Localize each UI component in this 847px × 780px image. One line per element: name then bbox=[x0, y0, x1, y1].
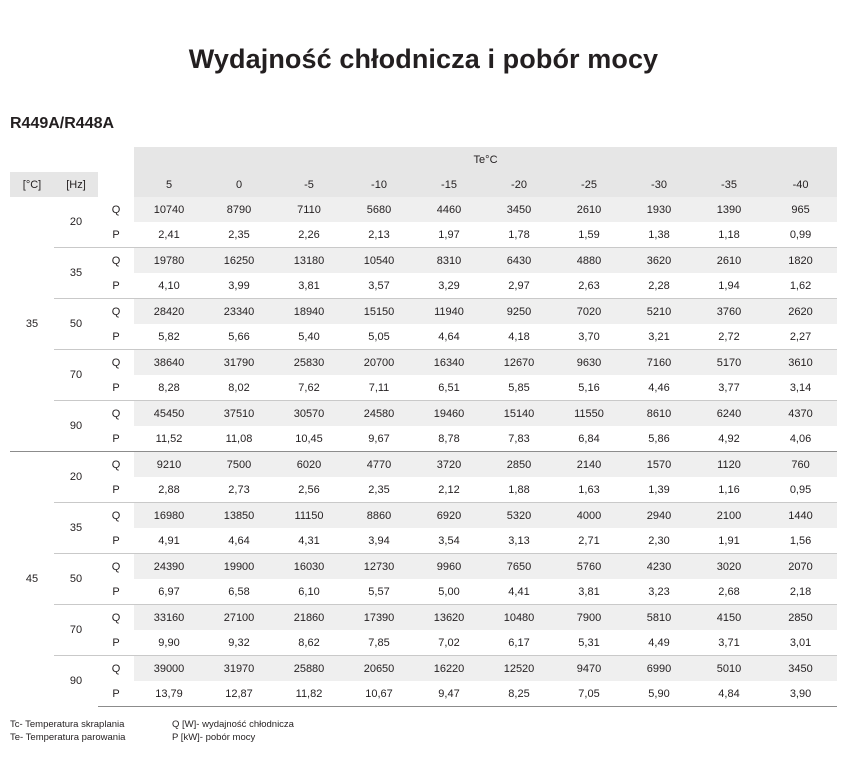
table-cell-value: 2,68 bbox=[694, 579, 764, 605]
table-row bbox=[10, 324, 837, 350]
hz-value: 70 bbox=[54, 605, 98, 656]
table-cell-value: 5680 bbox=[344, 197, 414, 222]
table-cell-value: 2,27 bbox=[764, 324, 837, 350]
table-cell-value: 12,87 bbox=[204, 681, 274, 707]
table-cell-value: 9960 bbox=[414, 554, 484, 580]
table-cell-value: 2850 bbox=[484, 452, 554, 478]
table-cell-value: 8610 bbox=[624, 401, 694, 427]
table-cell-value: 1,94 bbox=[694, 273, 764, 299]
table-cell-value: 8,02 bbox=[204, 375, 274, 401]
table-cell-value: 7110 bbox=[274, 197, 344, 222]
table-cell-value: 4770 bbox=[344, 452, 414, 478]
table-cell-value: 2610 bbox=[694, 248, 764, 274]
table-cell-value: 6,58 bbox=[204, 579, 274, 605]
table-cell-value: 6,97 bbox=[134, 579, 204, 605]
measure-label: Q bbox=[98, 554, 134, 580]
table-cell-value: 3,70 bbox=[554, 324, 624, 350]
table-cell-value: 3,23 bbox=[624, 579, 694, 605]
table-cell-value: 9,32 bbox=[204, 630, 274, 656]
table-cell-value: 2,35 bbox=[204, 222, 274, 248]
table-cell-value: 9,67 bbox=[344, 426, 414, 452]
table-cell-value: 4000 bbox=[554, 503, 624, 529]
table-row bbox=[10, 477, 837, 503]
footnote-tc: Tc- Temperatura skraplania bbox=[10, 719, 125, 730]
measure-label: Q bbox=[98, 401, 134, 427]
table-cell-value: 11940 bbox=[414, 299, 484, 325]
table-cell-value: 18940 bbox=[274, 299, 344, 325]
table-cell-value: 3,14 bbox=[764, 375, 837, 401]
table-cell-value: 7,11 bbox=[344, 375, 414, 401]
table-cell-value: 1,39 bbox=[624, 477, 694, 503]
table-cell-value: 27100 bbox=[204, 605, 274, 631]
table-cell-value: 4,84 bbox=[694, 681, 764, 707]
header-hz-unit: [Hz] bbox=[54, 172, 98, 197]
table-cell-value: 5,05 bbox=[344, 324, 414, 350]
table-cell-value: 5,00 bbox=[414, 579, 484, 605]
footnote-p: P [kW]- pobór mocy bbox=[172, 732, 256, 743]
table-cell-value: 9,47 bbox=[414, 681, 484, 707]
table-row bbox=[10, 248, 837, 274]
table-cell-value: 1,59 bbox=[554, 222, 624, 248]
table-cell-value: 2,72 bbox=[694, 324, 764, 350]
table-cell-value: 8,25 bbox=[484, 681, 554, 707]
measure-label: Q bbox=[98, 656, 134, 682]
table-cell-value: 5,82 bbox=[134, 324, 204, 350]
table-cell-value: 16030 bbox=[274, 554, 344, 580]
table-cell-value: 1,62 bbox=[764, 273, 837, 299]
header-te-value: -25 bbox=[554, 172, 624, 197]
header-te-value: -40 bbox=[764, 172, 837, 197]
table-cell-value: 2,30 bbox=[624, 528, 694, 554]
table-cell-value: 8790 bbox=[204, 197, 274, 222]
table-cell-value: 2620 bbox=[764, 299, 837, 325]
measure-label: Q bbox=[98, 299, 134, 325]
table-cell-value: 1,78 bbox=[484, 222, 554, 248]
table-cell-value: 8,78 bbox=[414, 426, 484, 452]
refrigerant-label: R449A/R448A bbox=[10, 115, 115, 132]
table-cell-value: 2850 bbox=[764, 605, 837, 631]
table-cell-value: 3450 bbox=[484, 197, 554, 222]
table-cell-value: 13,79 bbox=[134, 681, 204, 707]
table-cell-value: 2,13 bbox=[344, 222, 414, 248]
table-cell-value: 3,29 bbox=[414, 273, 484, 299]
table-row bbox=[10, 605, 837, 631]
table-cell-value: 7500 bbox=[204, 452, 274, 478]
table-cell-value: 5210 bbox=[624, 299, 694, 325]
table-header-row bbox=[10, 172, 837, 197]
table-cell-value: 2,56 bbox=[274, 477, 344, 503]
measure-label: P bbox=[98, 528, 134, 554]
table-cell-value: 11,52 bbox=[134, 426, 204, 452]
table-cell-value: 1930 bbox=[624, 197, 694, 222]
table-cell-value: 7,83 bbox=[484, 426, 554, 452]
table-cell-value: 5,40 bbox=[274, 324, 344, 350]
table-cell-value: 5,86 bbox=[624, 426, 694, 452]
table-cell-value: 20650 bbox=[344, 656, 414, 682]
header-spacer bbox=[10, 147, 134, 172]
table-cell-value: 6430 bbox=[484, 248, 554, 274]
table-row bbox=[10, 656, 837, 682]
table-cell-value: 5010 bbox=[694, 656, 764, 682]
table-cell-value: 9210 bbox=[134, 452, 204, 478]
table-cell-value: 6,17 bbox=[484, 630, 554, 656]
header-qp-spacer bbox=[98, 172, 134, 197]
table-cell-value: 4,18 bbox=[484, 324, 554, 350]
table-cell-value: 31790 bbox=[204, 350, 274, 376]
hz-value: 20 bbox=[54, 452, 98, 503]
table-cell-value: 2,88 bbox=[134, 477, 204, 503]
table-cell-value: 13620 bbox=[414, 605, 484, 631]
table-cell-value: 3,54 bbox=[414, 528, 484, 554]
measure-label: P bbox=[98, 681, 134, 707]
table-cell-value: 21860 bbox=[274, 605, 344, 631]
table-cell-value: 9250 bbox=[484, 299, 554, 325]
measure-label: P bbox=[98, 630, 134, 656]
table-cell-value: 3,57 bbox=[344, 273, 414, 299]
table-cell-value: 7,05 bbox=[554, 681, 624, 707]
table-cell-value: 2,18 bbox=[764, 579, 837, 605]
table-cell-value: 5,31 bbox=[554, 630, 624, 656]
table-cell-value: 4460 bbox=[414, 197, 484, 222]
hz-value: 35 bbox=[54, 503, 98, 554]
measure-label: Q bbox=[98, 503, 134, 529]
table-cell-value: 1,63 bbox=[554, 477, 624, 503]
table-cell-value: 2,41 bbox=[134, 222, 204, 248]
table-cell-value: 8,28 bbox=[134, 375, 204, 401]
table-cell-value: 3,13 bbox=[484, 528, 554, 554]
table-cell-value: 3,71 bbox=[694, 630, 764, 656]
table-cell-value: 4,41 bbox=[484, 579, 554, 605]
table-row bbox=[10, 579, 837, 605]
table-cell-value: 2,12 bbox=[414, 477, 484, 503]
table-cell-value: 2140 bbox=[554, 452, 624, 478]
table-cell-value: 3,99 bbox=[204, 273, 274, 299]
table-cell-value: 3,01 bbox=[764, 630, 837, 656]
table-cell-value: 3,21 bbox=[624, 324, 694, 350]
hz-value: 50 bbox=[54, 299, 98, 350]
table-cell-value: 3,94 bbox=[344, 528, 414, 554]
measure-label: P bbox=[98, 375, 134, 401]
measure-label: P bbox=[98, 579, 134, 605]
table-cell-value: 5760 bbox=[554, 554, 624, 580]
footnotes-right bbox=[172, 718, 294, 744]
table-cell-value: 5,16 bbox=[554, 375, 624, 401]
table-cell-value: 5,66 bbox=[204, 324, 274, 350]
table-cell-value: 19900 bbox=[204, 554, 274, 580]
table-cell-value: 2940 bbox=[624, 503, 694, 529]
header-te-value: -10 bbox=[344, 172, 414, 197]
tc-value: 45 bbox=[10, 452, 54, 707]
table-cell-value: 3450 bbox=[764, 656, 837, 682]
table-cell-value: 2,35 bbox=[344, 477, 414, 503]
table-row bbox=[10, 452, 837, 478]
table-cell-value: 0,95 bbox=[764, 477, 837, 503]
table-cell-value: 10,67 bbox=[344, 681, 414, 707]
table-cell-value: 4,06 bbox=[764, 426, 837, 452]
table-cell-value: 1,18 bbox=[694, 222, 764, 248]
table-cell-value: 13850 bbox=[204, 503, 274, 529]
table-header-te-row bbox=[10, 147, 837, 172]
capacity-table bbox=[10, 147, 837, 707]
footnotes bbox=[10, 718, 847, 744]
table-cell-value: 1,38 bbox=[624, 222, 694, 248]
tc-value: 35 bbox=[10, 197, 54, 452]
table-cell-value: 7650 bbox=[484, 554, 554, 580]
table-row bbox=[10, 630, 837, 656]
measure-label: P bbox=[98, 324, 134, 350]
table-cell-value: 760 bbox=[764, 452, 837, 478]
table-cell-value: 38640 bbox=[134, 350, 204, 376]
table-cell-value: 11,82 bbox=[274, 681, 344, 707]
table-cell-value: 15140 bbox=[484, 401, 554, 427]
table-cell-value: 15150 bbox=[344, 299, 414, 325]
measure-label: P bbox=[98, 222, 134, 248]
measure-label: Q bbox=[98, 452, 134, 478]
table-row bbox=[10, 197, 837, 222]
table-cell-value: 19460 bbox=[414, 401, 484, 427]
table-cell-value: 19780 bbox=[134, 248, 204, 274]
table-cell-value: 25830 bbox=[274, 350, 344, 376]
table-cell-value: 1570 bbox=[624, 452, 694, 478]
hz-value: 70 bbox=[54, 350, 98, 401]
measure-label: Q bbox=[98, 197, 134, 222]
table-cell-value: 3,77 bbox=[694, 375, 764, 401]
hz-value: 20 bbox=[54, 197, 98, 248]
table-cell-value: 1,56 bbox=[764, 528, 837, 554]
table-cell-value: 16980 bbox=[134, 503, 204, 529]
table-cell-value: 2,28 bbox=[624, 273, 694, 299]
table-cell-value: 20700 bbox=[344, 350, 414, 376]
table-cell-value: 1,16 bbox=[694, 477, 764, 503]
table-cell-value: 8310 bbox=[414, 248, 484, 274]
table-row bbox=[10, 350, 837, 376]
table-cell-value: 3620 bbox=[624, 248, 694, 274]
table-cell-value: 2070 bbox=[764, 554, 837, 580]
footnote-te: Te- Temperatura parowania bbox=[10, 732, 126, 743]
table-cell-value: 0,99 bbox=[764, 222, 837, 248]
table-row bbox=[10, 503, 837, 529]
table-cell-value: 6020 bbox=[274, 452, 344, 478]
table-cell-value: 4370 bbox=[764, 401, 837, 427]
table-cell-value: 4230 bbox=[624, 554, 694, 580]
table-row bbox=[10, 222, 837, 248]
table-cell-value: 8,62 bbox=[274, 630, 344, 656]
table-cell-value: 39000 bbox=[134, 656, 204, 682]
table-cell-value: 2,26 bbox=[274, 222, 344, 248]
table-cell-value: 5320 bbox=[484, 503, 554, 529]
table-cell-value: 12730 bbox=[344, 554, 414, 580]
measure-label: P bbox=[98, 426, 134, 452]
table-cell-value: 10,45 bbox=[274, 426, 344, 452]
header-te-value: -20 bbox=[484, 172, 554, 197]
table-cell-value: 1,88 bbox=[484, 477, 554, 503]
header-te-value: 5 bbox=[134, 172, 204, 197]
table-cell-value: 1,97 bbox=[414, 222, 484, 248]
table-cell-value: 4880 bbox=[554, 248, 624, 274]
header-te-value: 0 bbox=[204, 172, 274, 197]
measure-label: Q bbox=[98, 248, 134, 274]
table-cell-value: 4,10 bbox=[134, 273, 204, 299]
table-cell-value: 7,02 bbox=[414, 630, 484, 656]
measure-label: P bbox=[98, 273, 134, 299]
table-cell-value: 3,81 bbox=[554, 579, 624, 605]
table-cell-value: 30570 bbox=[274, 401, 344, 427]
table-cell-value: 4,49 bbox=[624, 630, 694, 656]
footnote-q: Q [W]- wydajność chłodnicza bbox=[172, 719, 294, 730]
table-cell-value: 6,84 bbox=[554, 426, 624, 452]
table-cell-value: 25880 bbox=[274, 656, 344, 682]
table-cell-value: 5,57 bbox=[344, 579, 414, 605]
measure-label: Q bbox=[98, 605, 134, 631]
table-cell-value: 7020 bbox=[554, 299, 624, 325]
table-cell-value: 45450 bbox=[134, 401, 204, 427]
table-cell-value: 3760 bbox=[694, 299, 764, 325]
table-cell-value: 10540 bbox=[344, 248, 414, 274]
table-row bbox=[10, 554, 837, 580]
table-row bbox=[10, 401, 837, 427]
table-cell-value: 3,81 bbox=[274, 273, 344, 299]
table-cell-value: 3,90 bbox=[764, 681, 837, 707]
table-cell-value: 6240 bbox=[694, 401, 764, 427]
hz-value: 35 bbox=[54, 248, 98, 299]
table-cell-value: 12670 bbox=[484, 350, 554, 376]
table-cell-value: 28420 bbox=[134, 299, 204, 325]
header-te-value: -5 bbox=[274, 172, 344, 197]
table-cell-value: 1390 bbox=[694, 197, 764, 222]
table-cell-value: 5,85 bbox=[484, 375, 554, 401]
table-cell-value: 7160 bbox=[624, 350, 694, 376]
table-cell-value: 6,10 bbox=[274, 579, 344, 605]
table-cell-value: 16250 bbox=[204, 248, 274, 274]
header-te-value: -35 bbox=[694, 172, 764, 197]
table-row bbox=[10, 299, 837, 325]
table-cell-value: 5,90 bbox=[624, 681, 694, 707]
header-te-value: -30 bbox=[624, 172, 694, 197]
measure-label: P bbox=[98, 477, 134, 503]
table-cell-value: 3610 bbox=[764, 350, 837, 376]
table-cell-value: 12520 bbox=[484, 656, 554, 682]
header-tc-unit: [°C] bbox=[10, 172, 54, 197]
table-cell-value: 965 bbox=[764, 197, 837, 222]
table-cell-value: 1440 bbox=[764, 503, 837, 529]
measure-label: Q bbox=[98, 350, 134, 376]
table-cell-value: 5170 bbox=[694, 350, 764, 376]
table-cell-value: 9,90 bbox=[134, 630, 204, 656]
hz-value: 90 bbox=[54, 656, 98, 707]
table-cell-value: 10480 bbox=[484, 605, 554, 631]
table-cell-value: 4,91 bbox=[134, 528, 204, 554]
table-cell-value: 23340 bbox=[204, 299, 274, 325]
te-header: Te°C bbox=[134, 147, 837, 172]
hz-value: 90 bbox=[54, 401, 98, 452]
table-cell-value: 6,51 bbox=[414, 375, 484, 401]
table-cell-value: 3720 bbox=[414, 452, 484, 478]
table-cell-value: 6990 bbox=[624, 656, 694, 682]
table-cell-value: 4150 bbox=[694, 605, 764, 631]
table-cell-value: 24390 bbox=[134, 554, 204, 580]
table-cell-value: 3020 bbox=[694, 554, 764, 580]
table-cell-value: 16340 bbox=[414, 350, 484, 376]
table-cell-value: 2,73 bbox=[204, 477, 274, 503]
table-cell-value: 9470 bbox=[554, 656, 624, 682]
table-cell-value: 4,92 bbox=[694, 426, 764, 452]
table-cell-value: 10740 bbox=[134, 197, 204, 222]
table-cell-value: 6920 bbox=[414, 503, 484, 529]
hz-value: 50 bbox=[54, 554, 98, 605]
table-cell-value: 4,64 bbox=[414, 324, 484, 350]
table-cell-value: 37510 bbox=[204, 401, 274, 427]
table-cell-value: 4,31 bbox=[274, 528, 344, 554]
page-title: Wydajność chłodnicza i pobór mocy bbox=[188, 44, 659, 74]
table-row bbox=[10, 681, 837, 707]
table-row bbox=[10, 375, 837, 401]
table-cell-value: 11550 bbox=[554, 401, 624, 427]
table-cell-value: 11,08 bbox=[204, 426, 274, 452]
table-cell-value: 11150 bbox=[274, 503, 344, 529]
table-row bbox=[10, 528, 837, 554]
table-cell-value: 2610 bbox=[554, 197, 624, 222]
table-cell-value: 13180 bbox=[274, 248, 344, 274]
table-cell-value: 2,71 bbox=[554, 528, 624, 554]
table-cell-value: 16220 bbox=[414, 656, 484, 682]
header-te-value: -15 bbox=[414, 172, 484, 197]
table-cell-value: 2100 bbox=[694, 503, 764, 529]
table-cell-value: 17390 bbox=[344, 605, 414, 631]
table-cell-value: 7,85 bbox=[344, 630, 414, 656]
table-cell-value: 8860 bbox=[344, 503, 414, 529]
table-cell-value: 2,97 bbox=[484, 273, 554, 299]
table-cell-value: 2,63 bbox=[554, 273, 624, 299]
table-cell-value: 33160 bbox=[134, 605, 204, 631]
table-cell-value: 4,46 bbox=[624, 375, 694, 401]
footnotes-left bbox=[10, 718, 172, 744]
table-cell-value: 7,62 bbox=[274, 375, 344, 401]
table-cell-value: 31970 bbox=[204, 656, 274, 682]
table-cell-value: 4,64 bbox=[204, 528, 274, 554]
table-row bbox=[10, 273, 837, 299]
table-cell-value: 7900 bbox=[554, 605, 624, 631]
table-cell-value: 24580 bbox=[344, 401, 414, 427]
table-row bbox=[10, 426, 837, 452]
table-cell-value: 1,91 bbox=[694, 528, 764, 554]
table-cell-value: 1120 bbox=[694, 452, 764, 478]
table-cell-value: 9630 bbox=[554, 350, 624, 376]
table-cell-value: 1820 bbox=[764, 248, 837, 274]
table-cell-value: 5810 bbox=[624, 605, 694, 631]
